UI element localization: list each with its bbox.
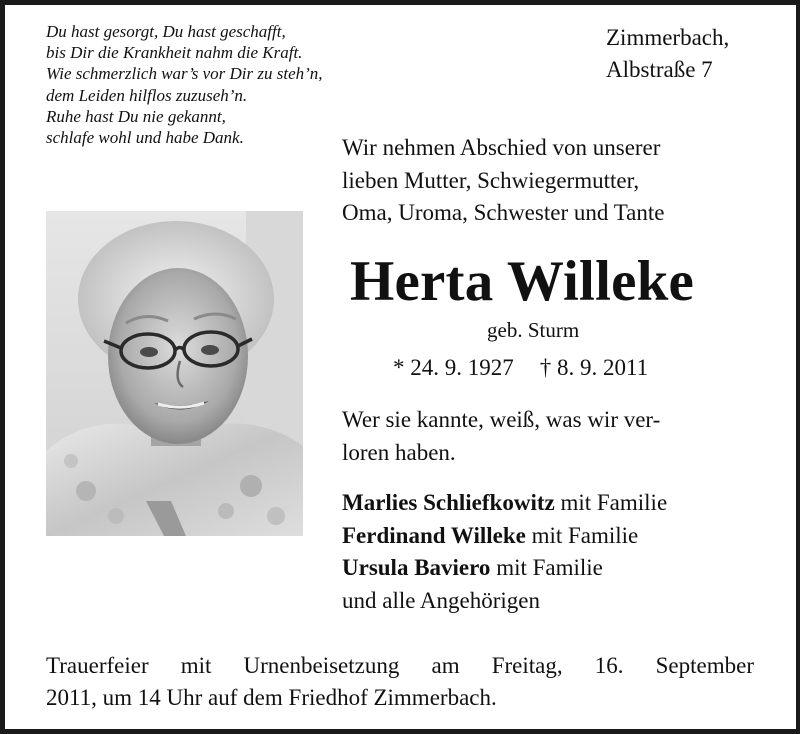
death-date: † 8. 9. 2011 xyxy=(539,355,649,380)
poem-line: Du hast gesorgt, Du hast geschafft, xyxy=(46,22,286,41)
service-word: 16. xyxy=(594,653,624,678)
address-city: Zimmerbach, xyxy=(606,25,730,50)
mourner-name: Marlies Schliefkowitz xyxy=(342,490,555,515)
mourner-row xyxy=(342,520,667,553)
intro-line: Wir nehmen Abschied von unserer xyxy=(342,135,661,160)
poem-line: Wie schmerzlich war’s vor Dir zu steh’n, xyxy=(46,64,323,84)
deceased-name: Herta Willeke xyxy=(350,250,695,313)
service-line-2: 2011, um 14 Uhr auf dem Friedhof Zimmerbach. xyxy=(46,685,497,710)
birth-date: * 24. 9. 1927 xyxy=(393,355,514,380)
mourner-name: Ferdinand Willeke xyxy=(342,522,526,548)
farewell-intro xyxy=(342,132,664,230)
family-address xyxy=(606,22,729,86)
memorial-poem xyxy=(46,21,346,148)
mourner-row xyxy=(342,552,667,585)
intro-line: lieben Mutter, Schwiegermutter, xyxy=(342,167,640,193)
life-dates xyxy=(393,352,648,384)
quote-line: loren haben. xyxy=(342,439,456,465)
service-word: Urnenbeisetzung xyxy=(243,653,400,678)
poem-line: bis Dir die Krankheit nahm die Kraft. xyxy=(46,43,303,63)
poem-line: schlafe wohl und habe Dank. xyxy=(46,128,244,148)
maiden-name: geb. Sturm xyxy=(487,318,580,342)
mourners-closing: und alle Angehörigen xyxy=(342,587,541,613)
intro-line: Oma, Uroma, Schwester und Tante xyxy=(342,200,665,225)
mourners-list xyxy=(342,487,667,617)
memorial-quote xyxy=(342,404,660,469)
mourner-row xyxy=(342,487,667,520)
service-word: am xyxy=(431,653,460,678)
service-word: Freitag, xyxy=(491,653,563,678)
mourner-suffix: mit Familie xyxy=(490,555,603,580)
mourner-suffix: mit Familie xyxy=(554,490,668,515)
address-street: Albstraße 7 xyxy=(606,57,713,82)
poem-line: dem Leiden hilflos zuzuseh’n. xyxy=(46,85,248,105)
poem-line: Ruhe hast Du nie gekannt, xyxy=(46,106,226,126)
service-line-1 xyxy=(46,650,754,682)
quote-line: Wer sie kannte, weiß, was wir ver- xyxy=(342,407,661,432)
service-word: September xyxy=(655,653,754,678)
service-word: Trauerfeier xyxy=(46,653,149,678)
portrait-photo xyxy=(46,211,303,536)
service-word: mit xyxy=(180,653,212,678)
mourner-name: Ursula Baviero xyxy=(342,555,491,580)
mourner-suffix: mit Familie xyxy=(525,522,639,548)
funeral-service-info xyxy=(46,650,754,714)
